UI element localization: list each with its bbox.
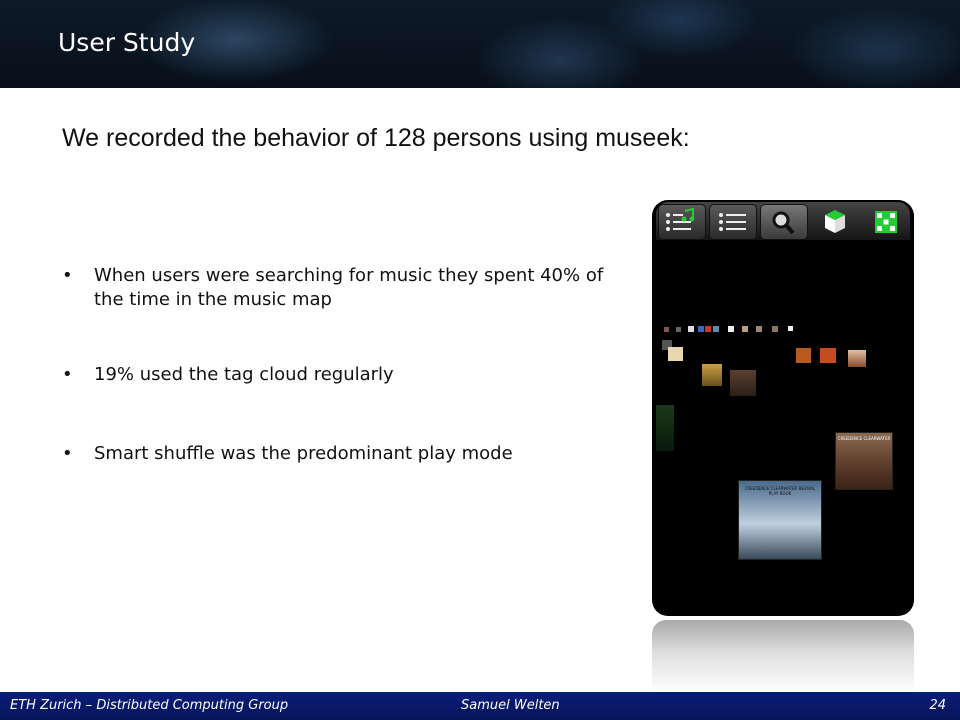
map-tile[interactable] [688, 326, 694, 332]
bullet-marker: • [62, 265, 73, 286]
footer-author: Samuel Welten [461, 698, 560, 713]
album-thumb[interactable] [796, 348, 811, 363]
map-tile[interactable] [664, 327, 669, 332]
search-icon[interactable] [760, 204, 808, 240]
map-tile[interactable] [705, 326, 711, 332]
map-tile[interactable] [728, 326, 734, 332]
footer-affiliation: ETH Zurich – Distributed Computing Group [10, 698, 289, 713]
slide-footer [0, 692, 960, 720]
map-tile[interactable] [676, 327, 681, 332]
album-cover[interactable] [738, 480, 822, 560]
bullet-text: Smart shuffle was the predominant play mode [94, 442, 513, 464]
album-thumb[interactable] [702, 364, 722, 386]
album-thumb[interactable] [730, 370, 756, 396]
map-tile[interactable] [742, 326, 748, 332]
bullet-text: When users were searching for music they spent 40% of the time in the music map [94, 265, 604, 311]
list-icon[interactable] [709, 204, 757, 240]
map-tile[interactable] [698, 326, 704, 332]
album-cover-title: CREEDENCE CLEARWATER REVIVAL [744, 486, 816, 491]
app-screenshot-reflection [652, 620, 914, 692]
page-number: 24 [929, 698, 946, 713]
bullet-item [62, 442, 622, 466]
map-tile[interactable] [713, 326, 719, 332]
album-cover-title: CREEDENCE CLEARWATER [837, 436, 891, 441]
bullet-marker: • [62, 363, 73, 385]
album-thumb[interactable] [820, 348, 836, 363]
album-thumb[interactable] [848, 350, 866, 367]
playlist-music-icon[interactable] [658, 204, 706, 240]
header-title: User Study [58, 28, 196, 57]
map-tile[interactable] [788, 326, 793, 331]
album-cover[interactable] [835, 432, 893, 490]
bullet-list [62, 264, 622, 466]
album-thumb[interactable] [656, 405, 674, 451]
bullet-text: 19% used the tag cloud regularly [94, 363, 394, 385]
cube-icon[interactable] [811, 204, 859, 240]
app-screenshot [652, 200, 914, 616]
grid-icon[interactable] [862, 204, 910, 240]
app-toolbar [656, 202, 910, 240]
slide-header [0, 0, 960, 88]
map-tile[interactable] [668, 347, 683, 361]
map-tile[interactable] [756, 326, 762, 332]
map-tile[interactable] [772, 326, 778, 332]
bullet-marker: • [62, 442, 73, 464]
bullet-item [62, 363, 622, 387]
album-cover-subtitle: PLAY BOOK [768, 491, 792, 496]
slide-title: We recorded the behavior of 128 persons using museek: [62, 124, 690, 152]
bullet-item [62, 264, 622, 313]
